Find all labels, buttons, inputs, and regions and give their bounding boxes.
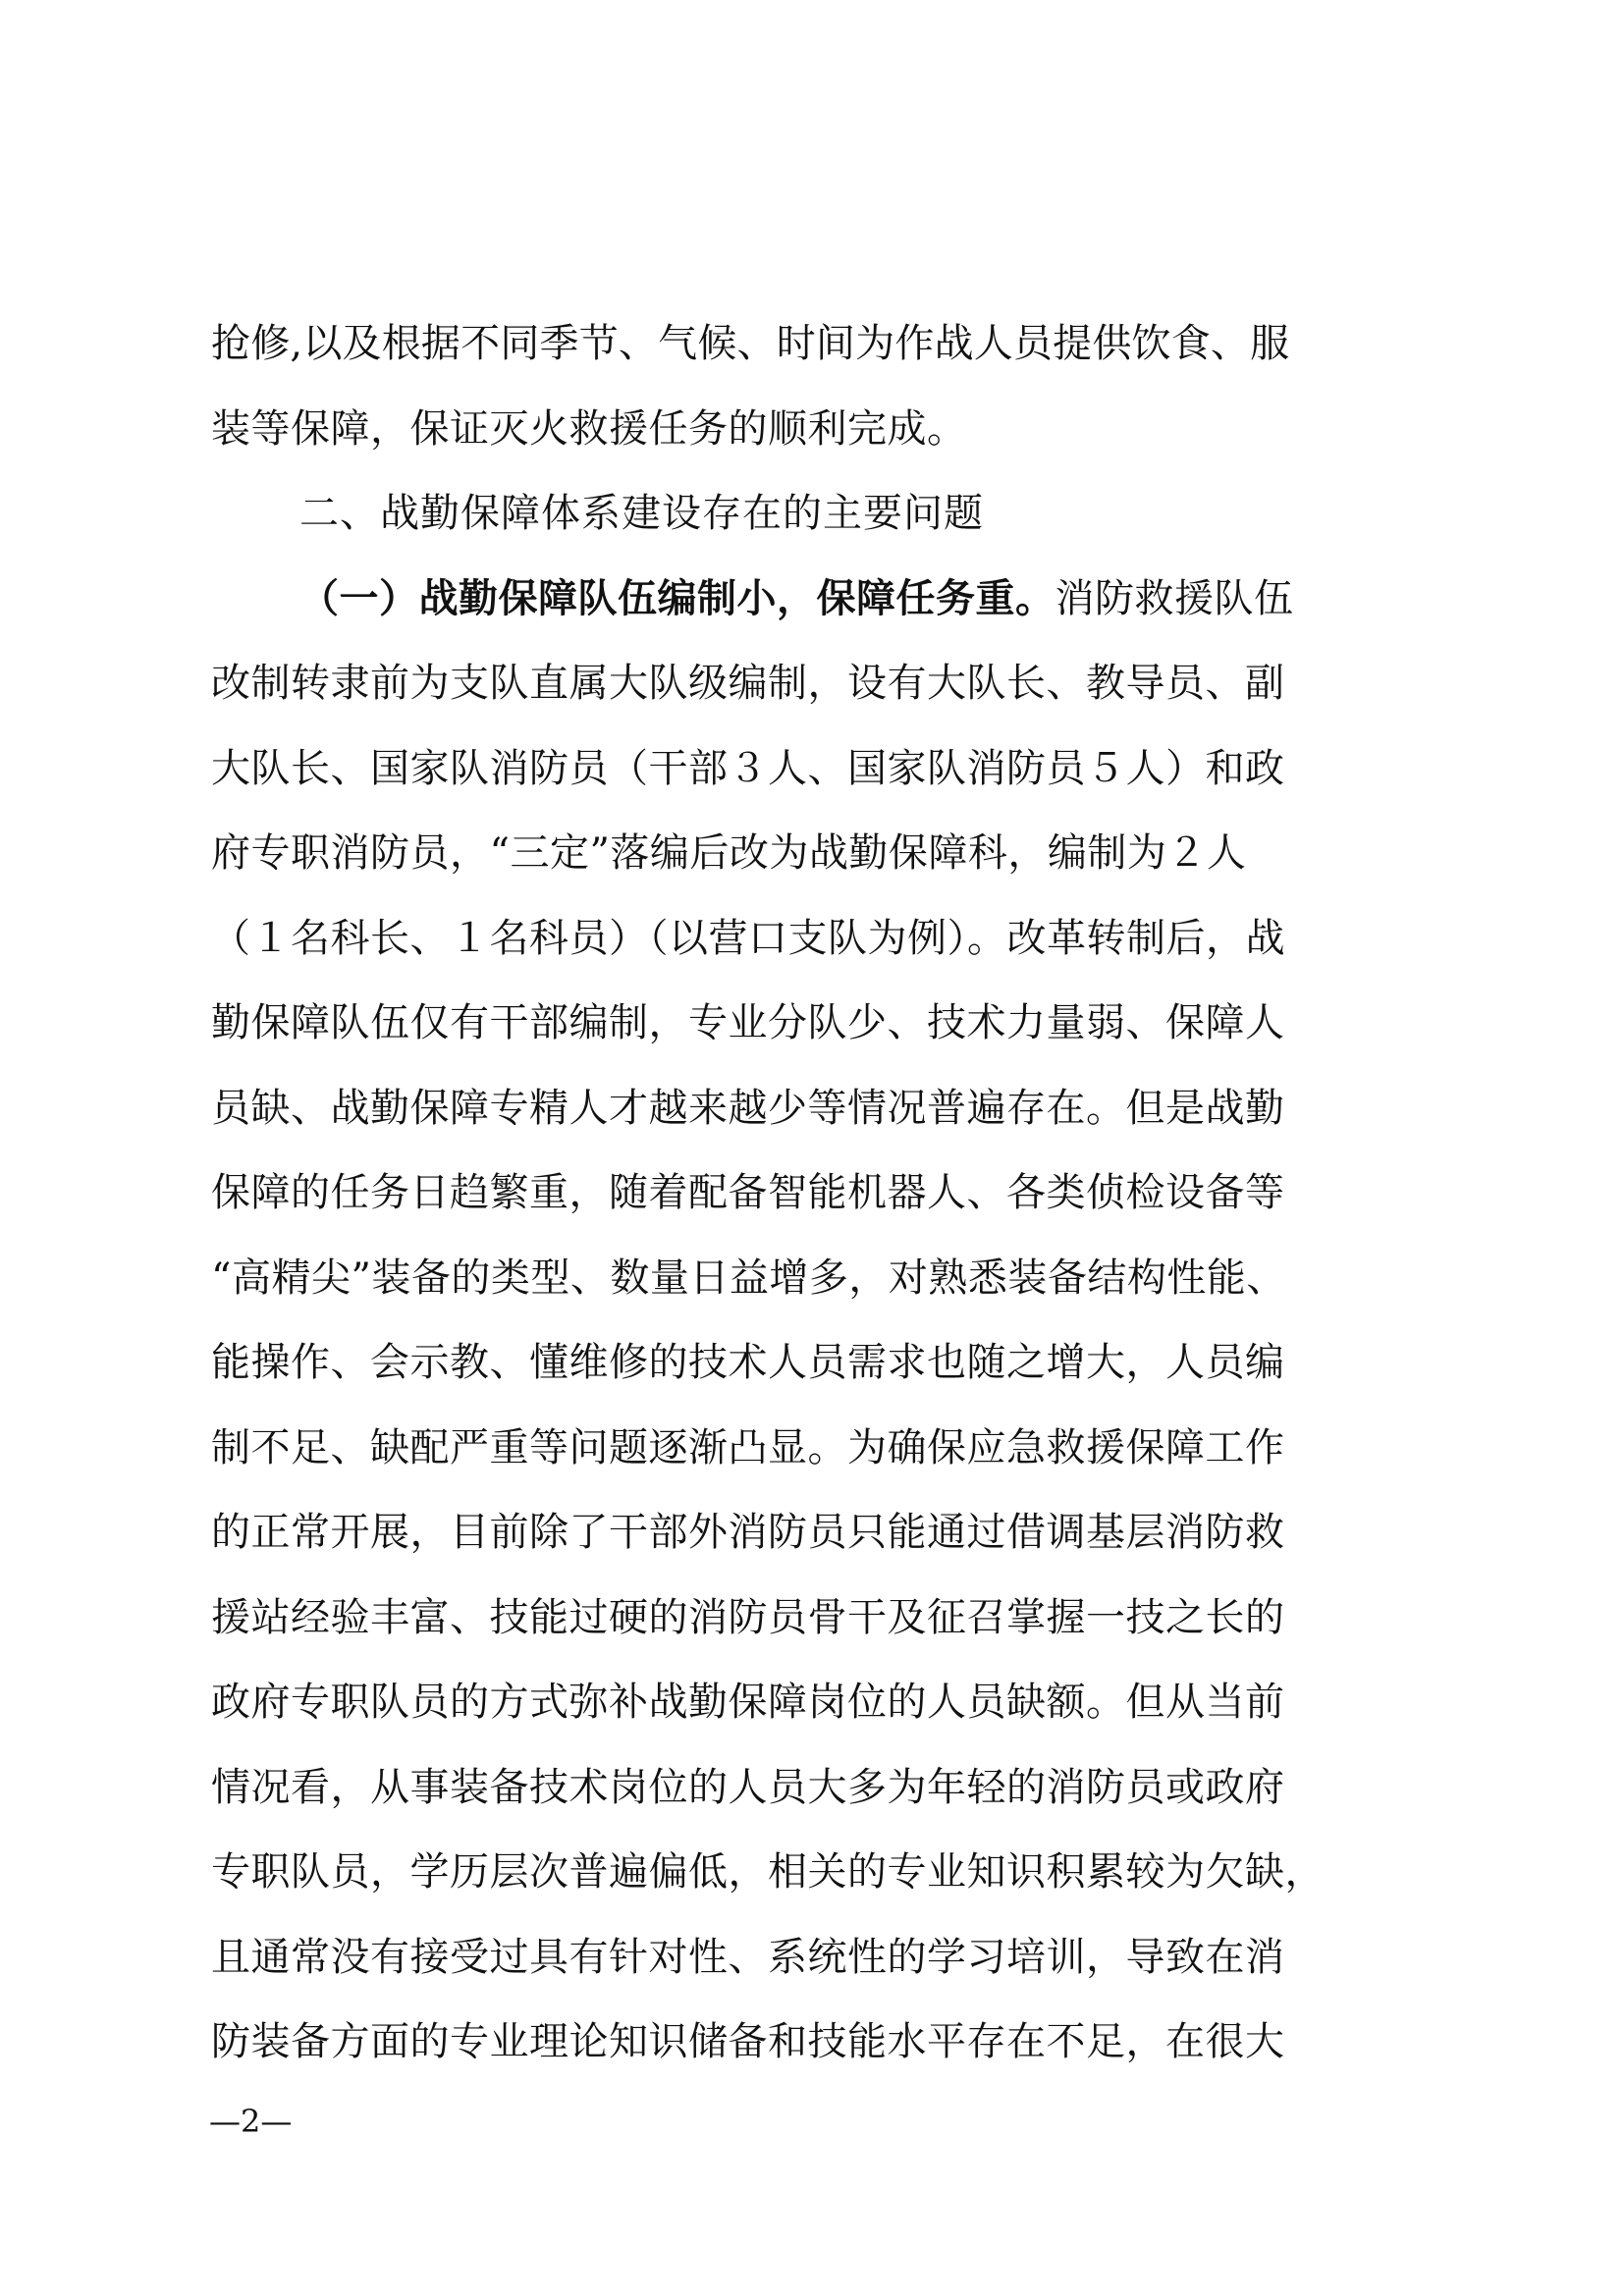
paragraph-line: 抢修,以及根据不同季节、气候、时间为作战人员提供饮食、服	[211, 321, 1290, 366]
paragraph-line: 情况看，从事装备技术岗位的人员大多为年轻的消防员或政府	[211, 1764, 1285, 1810]
body-text	[211, 301, 1438, 2085]
paragraph-line: 员缺、战勤保障专精人才越来越少等情况普遍存在。但是战勤	[211, 1085, 1285, 1131]
paragraph-line: 且通常没有接受过具有针对性、系统性的学习培训，导致在消	[211, 1934, 1285, 1980]
paragraph-line: 的正常开展，目前除了干部外消防员只能通过借调基层消防救	[211, 1510, 1285, 1555]
paragraph-line: 防装备方面的专业理论知识储备和技能水平存在不足，在很大	[211, 2019, 1285, 2064]
paragraph-line: 保障的任务日趋繁重，随着配备智能机器人、各类侦检设备等	[211, 1170, 1285, 1215]
page-number: —2—	[209, 2103, 293, 2140]
paragraph-line: 勤保障队伍仅有干部编制，专业分队少、技术力量弱、保障人	[211, 1000, 1285, 1045]
paragraph-text: 消防救援队伍	[1055, 575, 1294, 621]
paragraph-line: 能操作、会示教、懂维修的技术人员需求也随之增大，人员编	[211, 1340, 1285, 1385]
subsection-line	[211, 557, 1438, 642]
paragraph-line: 专职队员，学历层次普遍偏低，相关的专业知识积累较为欠缺，	[211, 1849, 1325, 1895]
paragraph-line: 装等保障，保证灭火救援任务的顺利完成。	[211, 405, 967, 452]
subsection-heading: （一）战勤保障队伍编制小，保障任务重。	[299, 575, 1056, 621]
paragraph-line: 政府专职队员的方式弥补战勤保障岗位的人员缺额。但从当前	[211, 1680, 1285, 1725]
paragraph-line: 改制转隶前为支队直属大队级编制，设有大队长、教导员、副	[211, 661, 1285, 706]
paragraph-line: （１名科长、１名科员）（以营口支队为例）。改革转制后，战	[211, 915, 1285, 961]
paragraph-line: 制不足、缺配严重等问题逐渐凸显。为确保应急救援保障工作	[211, 1424, 1285, 1470]
section-heading: 二、战勤保障体系建设存在的主要问题	[299, 491, 984, 536]
paragraph-line: 援站经验丰富、技能过硬的消防员骨干及征召掌握一技之长的	[211, 1594, 1285, 1640]
paragraph-line: “高精尖”装备的类型、数量日益增多，对熟悉装备结构性能、	[211, 1255, 1286, 1301]
paragraph-line: 府专职消防员，“三定”落编后改为战勤保障科，编制为２人	[211, 830, 1247, 876]
paragraph-line: 大队长、国家队消防员（干部３人、国家队消防员５人）和政	[211, 745, 1285, 791]
